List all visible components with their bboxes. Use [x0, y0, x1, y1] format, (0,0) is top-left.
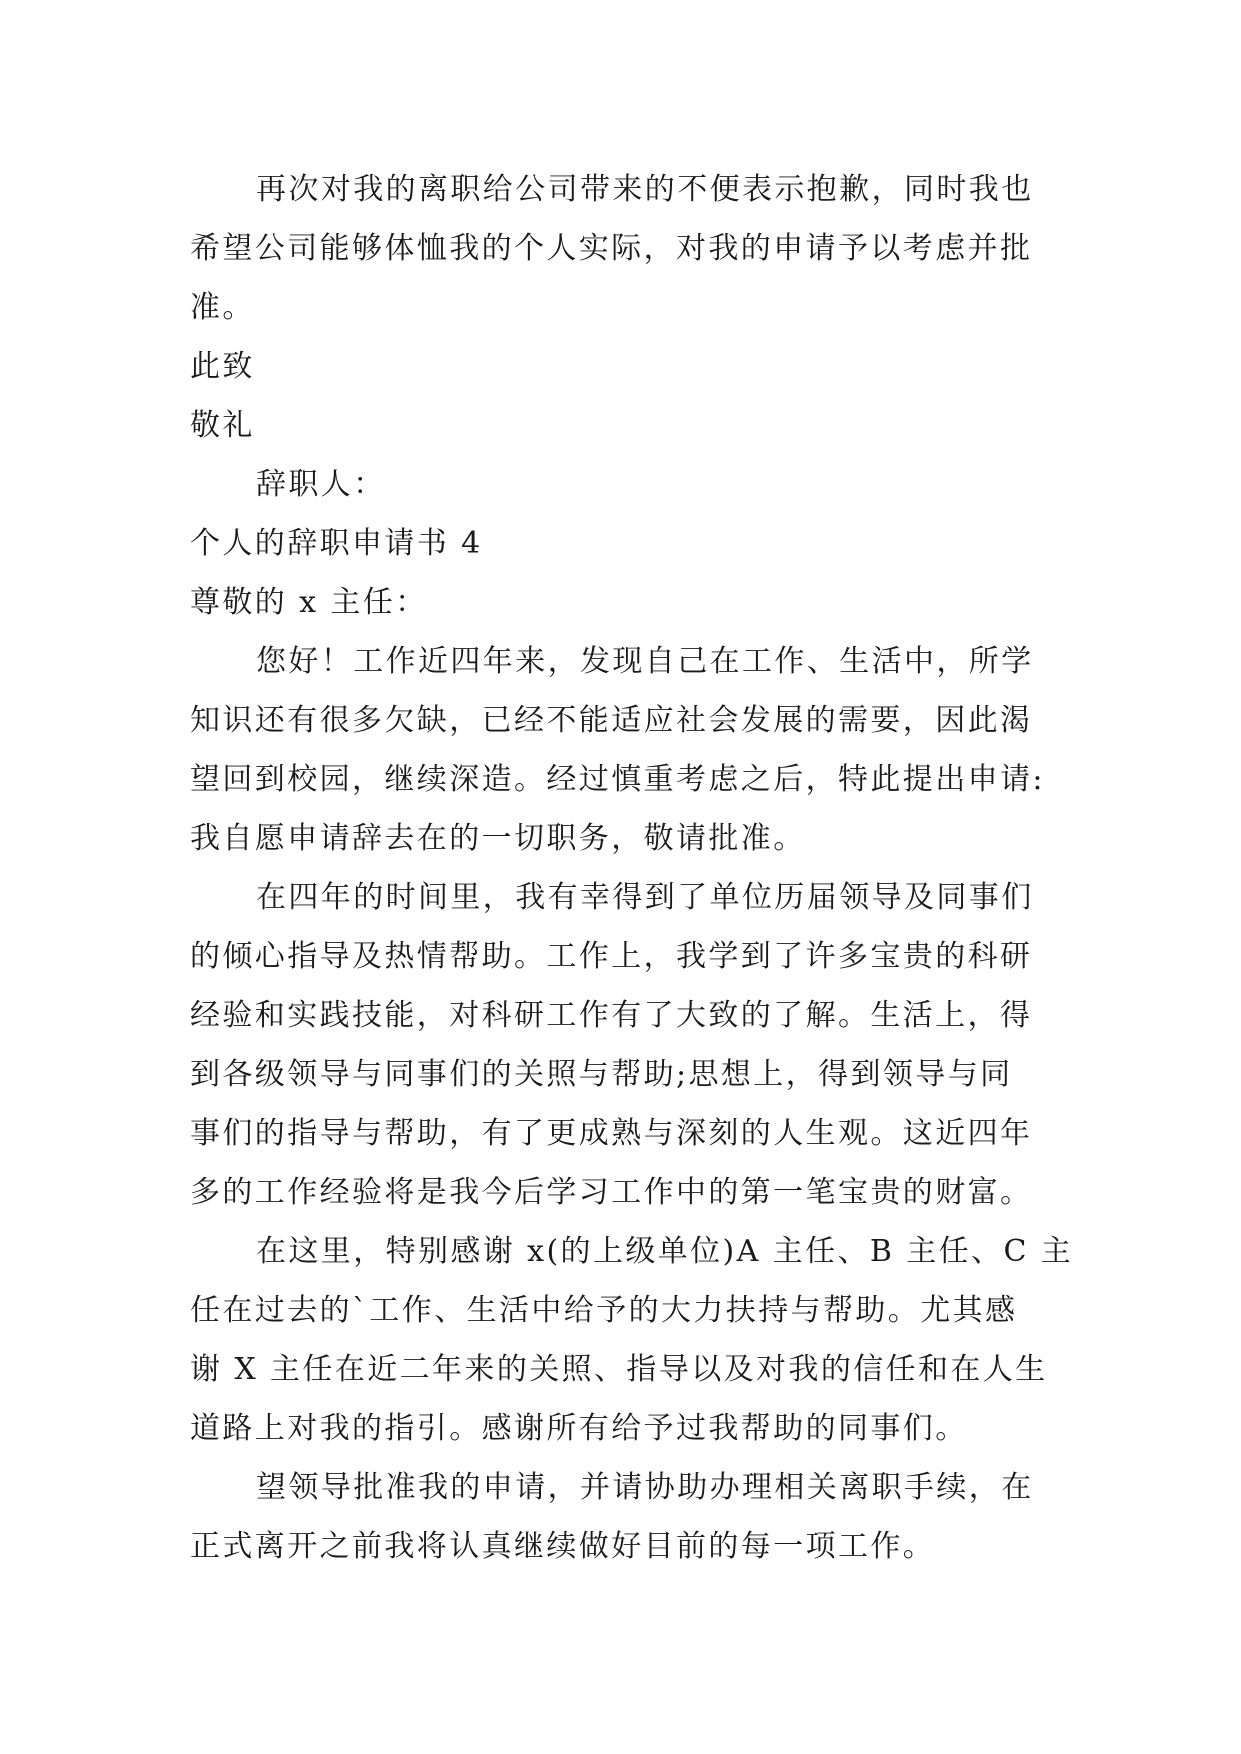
text-line: 您好！工作近四年来，发现自己在工作、生活中，所学 — [256, 644, 1034, 679]
text-line: 我自愿申请辞去在的一切职务，敬请批准。 — [190, 821, 806, 856]
closing-salute: 敬礼 — [190, 408, 255, 443]
text-line: 准。 — [190, 290, 255, 325]
text-line: 望回到校园，继续深造。经过慎重考虑之后，特此提出申请: — [190, 762, 1045, 797]
text-line: 在四年的时间里，我有幸得到了单位历届领导及同事们 — [256, 880, 1034, 915]
text-line: 到各级领导与同事们的关照与帮助;思想上，得到领导与同 — [190, 1057, 1013, 1092]
text-line: 道路上对我的指引。感谢所有给予过我帮助的同事们。 — [190, 1411, 968, 1446]
text-line: 再次对我的离职给公司带来的不便表示抱歉，同时我也 — [256, 172, 1034, 207]
salutation: 尊敬的 x 主任： — [190, 585, 428, 620]
text-line: 知识还有很多欠缺，已经不能适应社会发展的需要，因此渴 — [190, 703, 1033, 738]
text-line: 在这里，特别感谢 x(的上级单位)A 主任、B 主任、C 主 — [256, 1234, 1074, 1269]
text-line: 望领导批准我的申请，并请协助办理相关离职手续，在 — [256, 1470, 1034, 1505]
text-line: 经验和实践技能，对科研工作有了大致的了解。生活上，得 — [190, 998, 1033, 1033]
text-line: 事们的指导与帮助，有了更成熟与深刻的人生观。这近四年 — [190, 1116, 1033, 1151]
text-line: 希望公司能够体恤我的个人实际，对我的申请予以考虑并批 — [190, 231, 1033, 266]
document-page — [190, 160, 1074, 1576]
text-line: 的倾心指导及热情帮助。工作上，我学到了许多宝贵的科研 — [190, 939, 1033, 974]
section-title: 个人的辞职申请书 4 — [190, 526, 483, 561]
signature-label: 辞职人： — [256, 467, 386, 502]
text-line: 正式离开之前我将认真继续做好目前的每一项工作。 — [190, 1529, 936, 1564]
text-line: 多的工作经验将是我今后学习工作中的第一笔宝贵的财富。 — [190, 1175, 1033, 1210]
text-line: 任在过去的`工作、生活中给予的大力扶持与帮助。尤其感 — [190, 1293, 1018, 1328]
closing-phrase: 此致 — [190, 349, 255, 384]
text-line: 谢 X 主任在近二年来的关照、指导以及对我的信任和在人生 — [190, 1352, 1048, 1387]
